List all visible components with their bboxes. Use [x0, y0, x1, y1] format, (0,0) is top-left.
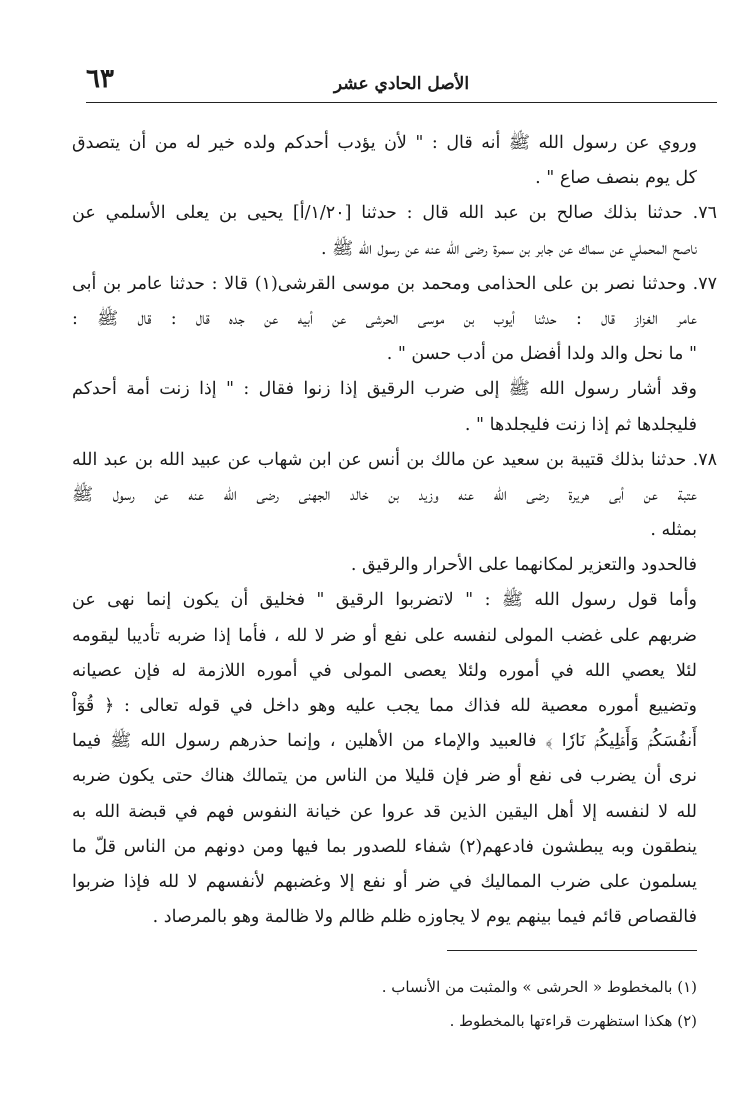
running-title: الأصل الحادي عشر — [333, 74, 470, 94]
footnote-1: (١) بالمخطوط « الحرشى » والمثبت من الأنساب . — [381, 978, 697, 996]
text-line: وروي عن رسول الله ﷺ أنه قال : " لأن يؤدب أحدكم ولده خير له من أن يتصدق — [72, 133, 697, 153]
text-line: وأما قول رسول الله ﷺ : " لاتضربوا الرقيق " فخليق أن يكون إنما نهى عن — [72, 590, 697, 611]
page-number: ٦٣ — [86, 64, 114, 94]
text-line: وتضييع أموره معصية لله فذاك مما يجب عليه وهو داخل في قوله تعالى : ﴿ قُوٓاْ — [72, 696, 697, 716]
main-text — [72, 126, 717, 935]
text-line: فليجلدها ثم إذا زنت فليجلدها " . — [464, 414, 697, 435]
footnote-2: (٢) هكذا استظهرت قراءتها بالمخطوط . — [449, 1012, 697, 1030]
page-header — [86, 62, 717, 103]
text-line: أَنفُسَكُمۡ وَأَهۡلِيكُمۡ نَارٗا ﴾ فالعبيد والإماء من الأهلين ، وإنما حذرهم رسول الله ﷺ فيما — [72, 731, 697, 752]
text-line: لئلا يعصي الله في أموره ولئلا يعصى المولى في أموره اللازمة له فإن عصيانه — [72, 660, 697, 681]
footnotes — [58, 950, 697, 1041]
text-line: وقد أشار رسول الله ﷺ إلى ضرب الرقيق إذا زنوا فقال : " إذا زنت أمة أحدكم — [72, 379, 697, 400]
text-line: فالحدود والتعزير لمكانهما على الأحرار والرقيق . — [350, 555, 697, 576]
text-line: كل يوم بنصف صاع " . — [535, 168, 697, 189]
text-line: لله لا لنفسه إلا أهل اليقين الذين قد عروا عن خيانة النفوس فهم في قبضة الله به — [72, 801, 697, 822]
text-line: ناصح المحملي عن سماك عن جابر بن سمرة رضى الله عنه عن رسول الله ﷺ . — [320, 238, 697, 259]
text-line: يسلمون على ضرب المماليك في ضر أو نفع إلا وغضبهم لأنفسهم لا لله فإذا ضربوا — [72, 871, 697, 892]
footnote-divider — [447, 950, 697, 951]
text-line: فالقصاص قائم فيما بينهم يوم لا يجاوزه ظلم ظالم ولا ظالمة وهو بالمرصاد . — [152, 907, 697, 928]
text-line: ينطقون وبه يبطشون فادعهم(٢) شفاء للصدور بما فيها ومن دونهم من الناس قلّ ما — [72, 836, 697, 857]
text-line: ضربهم على غضب المولى لنفسه على نفع أو ضر لا لله ، فأما إذا ضربه تأديبا ليقومه — [72, 625, 697, 646]
text-line: عتبة عن أبى هريرة رضى الله عنه وزيد بن خالد الجهنى رضى الله عنه عن رسول ﷺ — [72, 484, 697, 505]
text-line: " ما نحل والد ولدا أفضل من أدب حسن " . — [386, 344, 697, 365]
text-line: عامر الغزاز قال : حدثنا أيوب بن موسى الحرشى عن أبيه عن جده قال : قال ﷺ : — [72, 308, 697, 329]
hadith-entry-77: ٧٧. وحدثنا نصر بن على الحذامى ومحمد بن موسى القرشى(١) قالا : حدثنا عامر بن أبى — [72, 273, 717, 294]
text-line: بمثله . — [650, 520, 697, 541]
hadith-entry-78: ٧٨. حدثنا بذلك قتيبة بن سعيد عن مالك بن أنس عن ابن شهاب عن عبيد الله بن عبد الله — [72, 449, 717, 470]
text-line: نرى أن يضرب فى نفع أو ضر فإن قليلا من الناس من يتمالك هناك حتى يكون ضربه — [72, 766, 697, 787]
hadith-entry-76: ٧٦. حدثنا بذلك صالح بن عبد الله قال : حدثنا [١/٢٠/أ] يحيى بن يعلى الأسلمي عن — [72, 203, 717, 224]
